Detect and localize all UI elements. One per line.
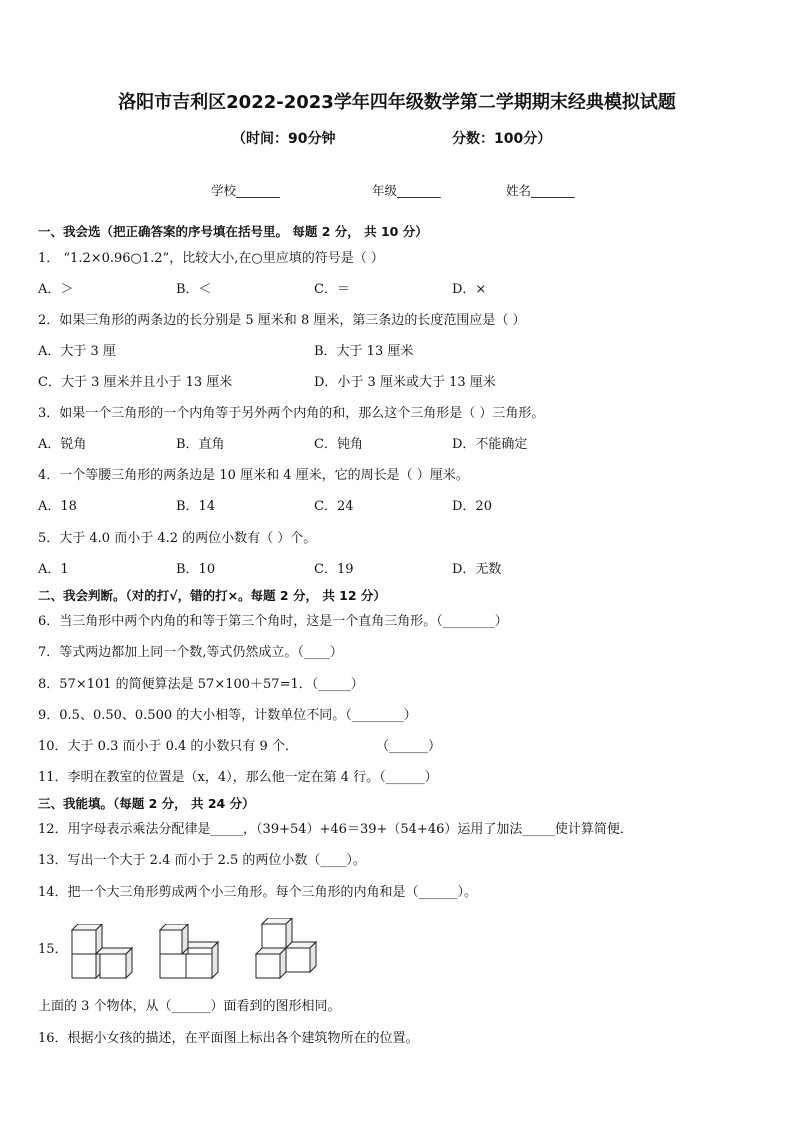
question-2: 2．如果三角形的两条边的长分别是 5 厘米和 8 厘米，第三条边的长度范围应是（ ） <box>38 313 526 328</box>
grade-field[interactable]: 年级_______ <box>372 183 441 198</box>
q2-option-b[interactable]: B．大于 13 厘米 <box>314 344 414 359</box>
question-9: 9．0.5、0.50、0.500 的大小相等，计数单位不同。（________） <box>38 708 417 723</box>
q4-option-d[interactable]: D．20 <box>452 499 492 514</box>
question-12: 12．用字母表示乘法分配律是_____，（39+54）+46＝39+（54+46）运用了加法_____使计算简便． <box>38 822 633 837</box>
cube-figure-1 <box>70 924 136 982</box>
q4-option-c[interactable]: C．24 <box>314 499 354 514</box>
question-10: 10．大于 0.3 而小于 0.4 的小数只有 9 个． <box>38 739 298 754</box>
q2-option-a[interactable]: A．大于 3 厘 <box>38 344 116 359</box>
name-field[interactable]: 姓名_______ <box>506 183 575 198</box>
question-15-number: 15． <box>38 942 68 957</box>
q2-option-c[interactable]: C．大于 3 厘米并且小于 13 厘米 <box>38 375 233 390</box>
question-16: 16．根据小女孩的描述，在平面图上标出各个建筑物所在的位置。 <box>38 1031 419 1046</box>
q5-option-b[interactable]: B．10 <box>176 562 216 577</box>
cube-figure-3 <box>254 918 320 982</box>
question-6: 6．当三角形中两个内角的和等于第三个角时，这是一个直角三角形。（________） <box>38 614 508 629</box>
q2-option-d[interactable]: D．小于 3 厘米或大于 13 厘米 <box>314 375 496 390</box>
q5-option-a[interactable]: A．1 <box>38 562 69 577</box>
exam-time: （时间：90分钟 <box>232 131 336 147</box>
question-10-blank[interactable]: （______） <box>376 739 442 754</box>
section-1-heading: 一、我会选（把正确答案的序号填在括号里。 每题 2 分， 共 10 分） <box>38 224 428 239</box>
q5-option-c[interactable]: C．19 <box>314 562 354 577</box>
q3-option-b[interactable]: B．直角 <box>176 437 225 452</box>
section-3-heading: 三、我能填。（每题 2 分， 共 24 分） <box>38 796 255 811</box>
q1-option-b[interactable]: B．＜ <box>176 282 212 297</box>
question-13: 13．写出一个大于 2.4 而小于 2.5 的两位小数（____）。 <box>38 853 366 868</box>
q3-option-c[interactable]: C．钝角 <box>314 437 363 452</box>
q1-option-c[interactable]: C．＝ <box>314 282 350 297</box>
q1-option-d[interactable]: D．× <box>452 282 487 297</box>
question-3: 3．如果一个三角形的一个内角等于另外两个内角的和，那么这个三角形是（ ）三角形。 <box>38 406 545 421</box>
question-15-caption: 上面的 3 个物体，从（______）面看到的图形相同。 <box>38 999 341 1014</box>
q5-option-d[interactable]: D．无数 <box>452 562 502 577</box>
q4-option-b[interactable]: B．14 <box>176 499 216 514</box>
cube-figure-2 <box>158 924 224 982</box>
page-title: 洛阳市吉利区2022-2023学年四年级数学第二学期期末经典模拟试题 <box>118 92 676 113</box>
q4-option-a[interactable]: A．18 <box>38 499 77 514</box>
question-8: 8．57×101 的简便算法是 57×100＋57=1．（_____） <box>38 677 364 692</box>
question-7: 7．等式两边都加上同一个数,等式仍然成立。（____） <box>38 645 343 660</box>
exam-score: 分数：100分） <box>452 131 552 147</box>
question-4: 4．一个等腰三角形的两条边是 10 厘米和 4 厘米，它的周长是（ ）厘米。 <box>38 468 469 483</box>
q1-option-a[interactable]: A．＞ <box>38 282 74 297</box>
question-1: 1． “1.2×0.96○1.2”，比较大小,在○里应填的符号是（ ） <box>38 251 384 266</box>
section-2-heading: 二、我会判断。（对的打√，错的打×。每题 2 分， 共 12 分） <box>38 588 386 603</box>
question-14: 14．把一个大三角形剪成两个小三角形。每个三角形的内角和是（______）。 <box>38 885 478 900</box>
question-5: 5．大于 4.0 而小于 4.2 的两位小数有（ ）个。 <box>38 531 317 546</box>
school-field[interactable]: 学校_______ <box>211 183 280 198</box>
question-11: 11．李明在教室的位置是（x，4），那么他一定在第 4 行。（______） <box>38 770 438 785</box>
q3-option-a[interactable]: A．锐角 <box>38 437 87 452</box>
q3-option-d[interactable]: D．不能确定 <box>452 437 528 452</box>
